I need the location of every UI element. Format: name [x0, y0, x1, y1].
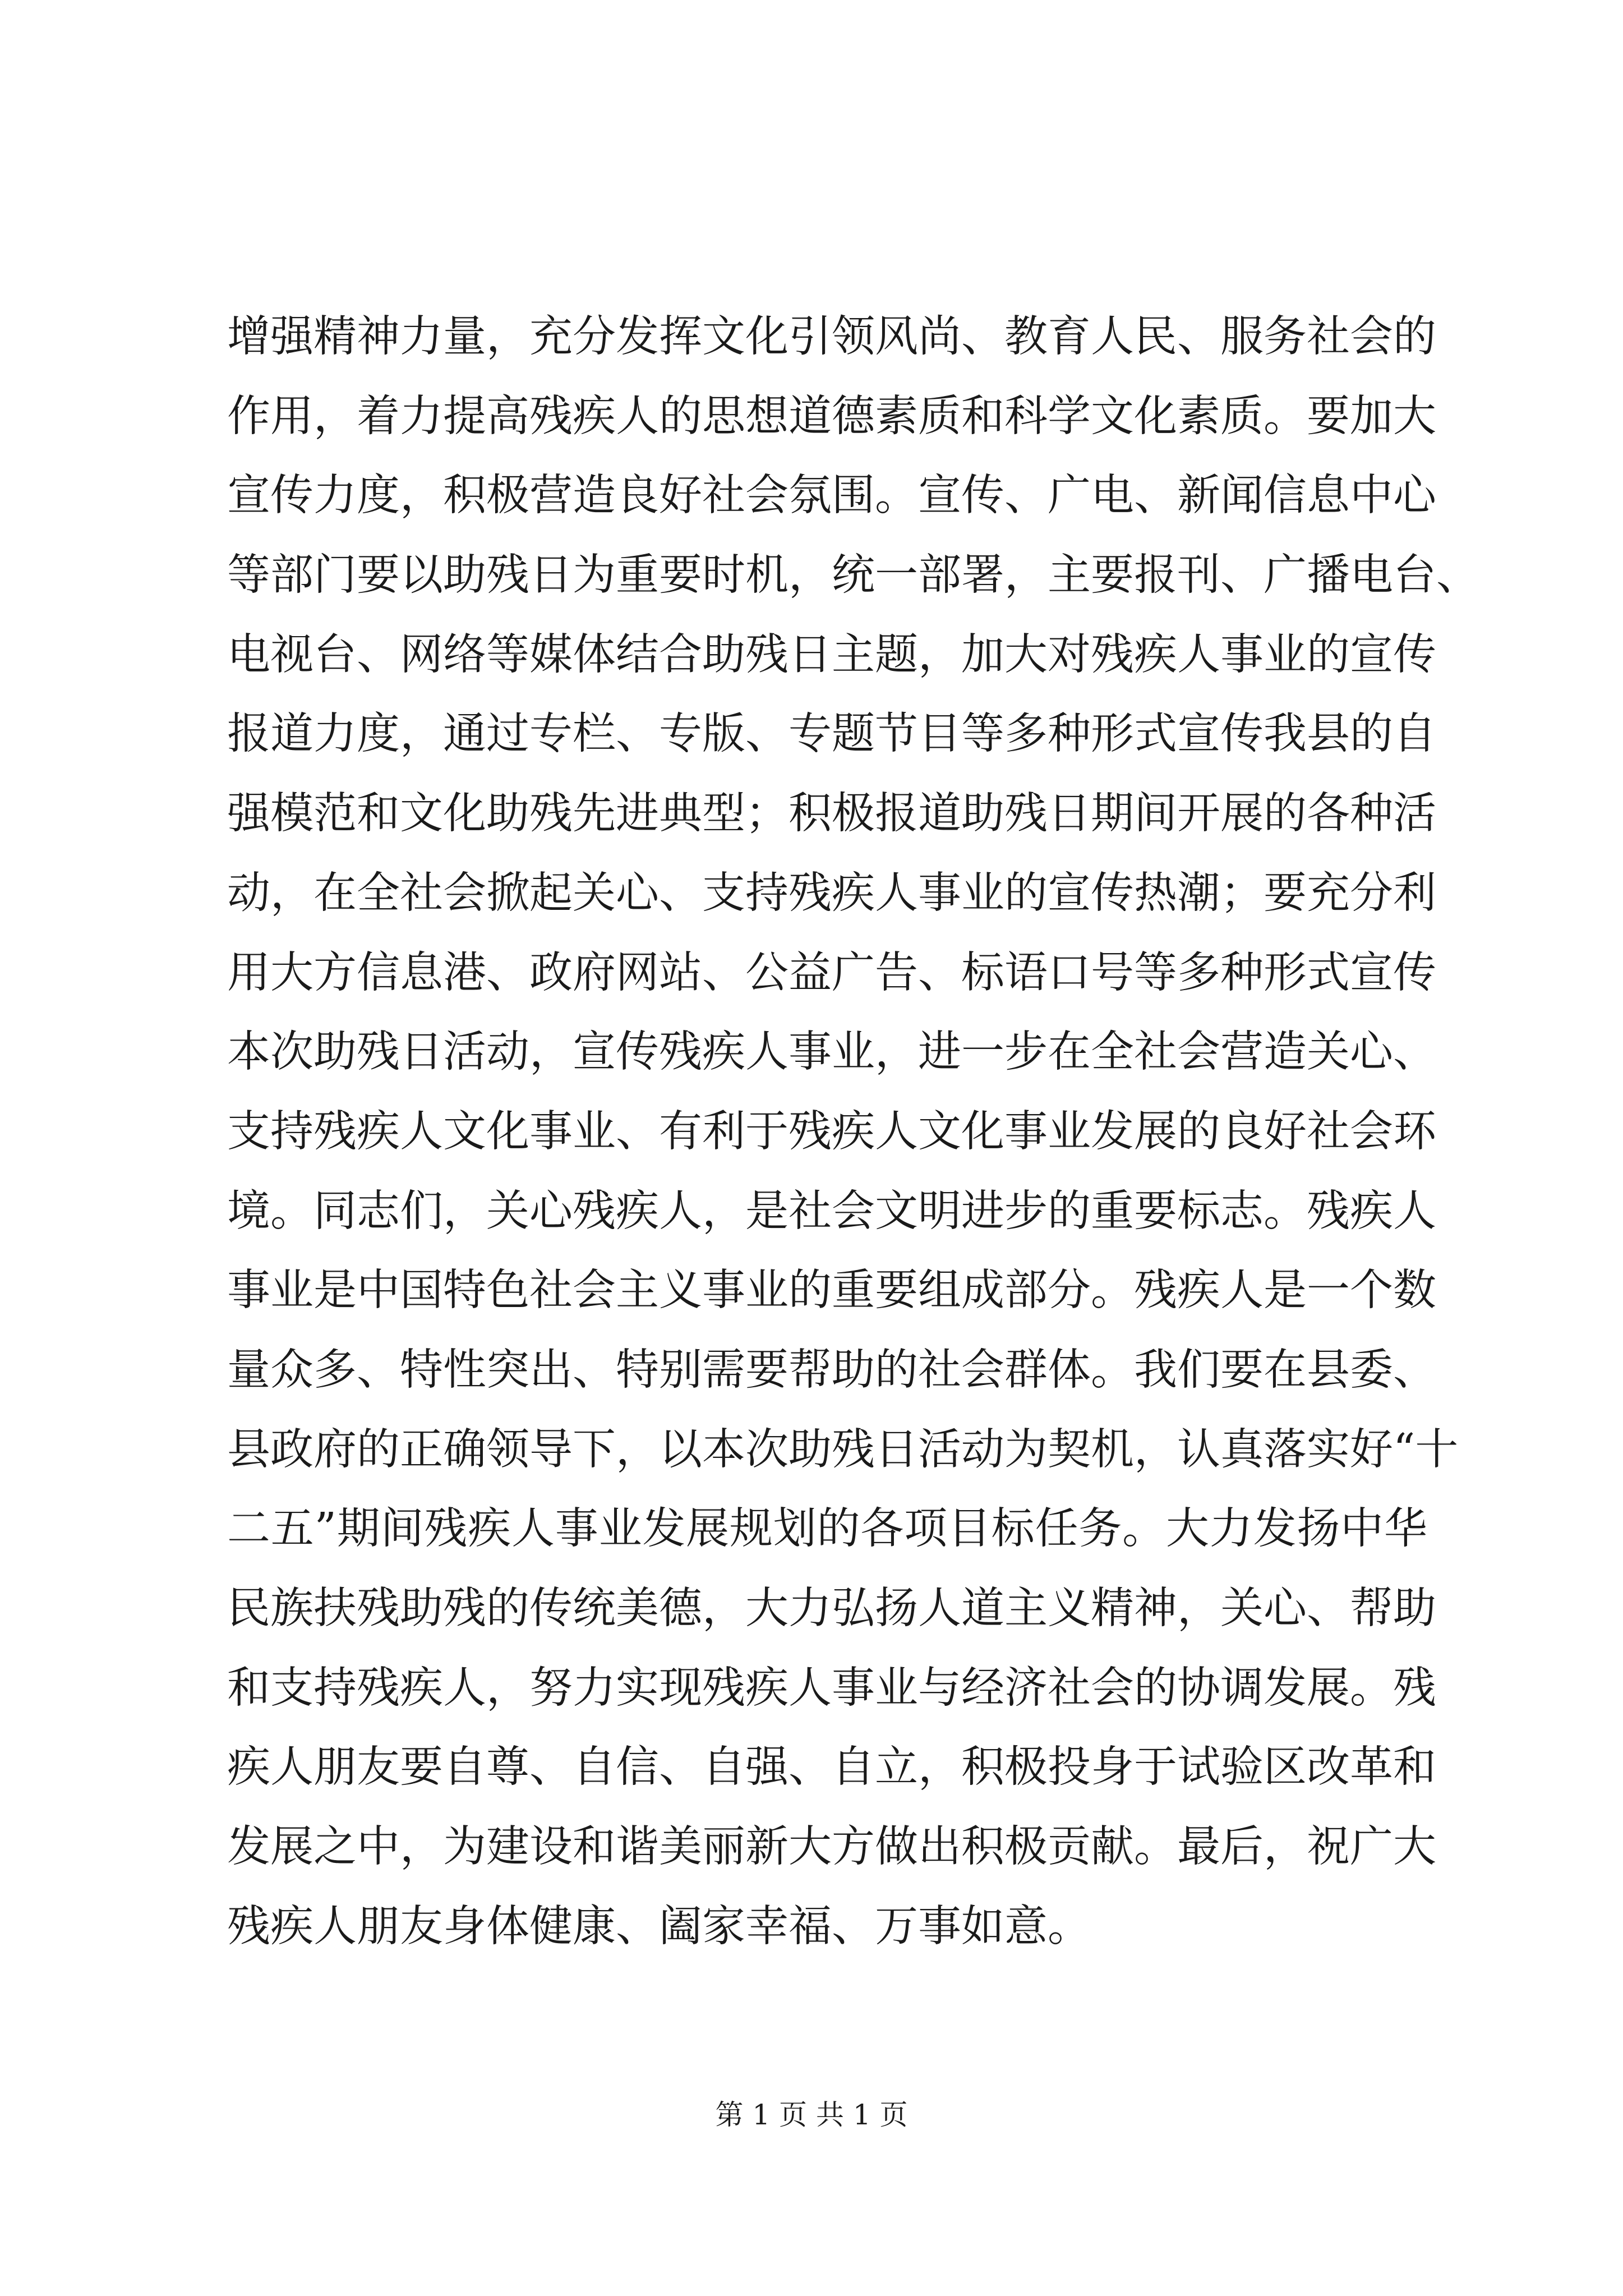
text-line-2: 作用，着力提高残疾人的思想道德素质和科学文化素质。要加大: [227, 391, 1436, 441]
text-line-8: 动，在全社会掀起关心、支持残疾人事业的宣传热潮；要充分利: [227, 868, 1436, 918]
text-line-3: 宣传力度，积极营造良好社会氛围。宣传、广电、新闻信息中心: [227, 471, 1436, 521]
text-line-19: 疾人朋友要自尊、自信、自强、自立，积极投身于试验区改革和: [227, 1742, 1436, 1793]
text-line-15: 县政府的正确领导下，以本次助残日活动为契机，认真落实好“十: [227, 1424, 1459, 1475]
text-line-17: 民族扶残助残的传统美德，大力弘扬人道主义精神，关心、帮助: [227, 1584, 1436, 1634]
text-line-4: 等部门要以助残日为重要时机，统一部署，主要报刊、广播电台、: [227, 550, 1479, 601]
body-text: [227, 297, 1479, 1966]
text-line-13: 事业是中国特色社会主义事业的重要组成部分。残疾人是一个数: [227, 1266, 1436, 1316]
text-line-7: 强模范和文化助残先进典型；积极报道助残日期间开展的各种活: [227, 789, 1436, 839]
text-line-10: 本次助残日活动，宣传残疾人事业，进一步在全社会营造关心、: [227, 1027, 1436, 1078]
text-line-20: 发展之中，为建设和谐美丽新大方做出积极贡献。最后，祝广大: [227, 1822, 1436, 1872]
text-line-14: 量众多、特性突出、特别需要帮助的社会群体。我们要在县委、: [227, 1345, 1436, 1395]
text-line-11: 支持残疾人文化事业、有利于残疾人文化事业发展的良好社会环: [227, 1106, 1436, 1157]
text-line-16: 二五”期间残疾人事业发展规划的各项目标任务。大力发扬中华: [227, 1504, 1427, 1554]
page-footer: [0, 2092, 1623, 2133]
text-line-9: 用大方信息港、政府网站、公益广告、标语口号等多种形式宣传: [227, 947, 1436, 998]
text-line-6: 报道力度，通过专栏、专版、专题节目等多种形式宣传我县的自: [227, 709, 1436, 760]
text-line-1: 增强精神力量，充分发挥文化引领风尚、教育人民、服务社会的: [227, 312, 1436, 362]
text-line-18: 和支持残疾人，努力实现残疾人事业与经济社会的协调发展。残: [227, 1663, 1436, 1713]
page-number-label: 第 1 页 共 1 页: [715, 2099, 908, 2131]
text-line-12: 境。同志们，关心残疾人，是社会文明进步的重要标志。残疾人: [227, 1186, 1436, 1236]
text-line-21: 残疾人朋友身体健康、阖家幸福、万事如意。: [227, 1901, 1091, 1952]
text-line-5: 电视台、网络等媒体结合助残日主题，加大对残疾人事业的宣传: [227, 629, 1436, 680]
